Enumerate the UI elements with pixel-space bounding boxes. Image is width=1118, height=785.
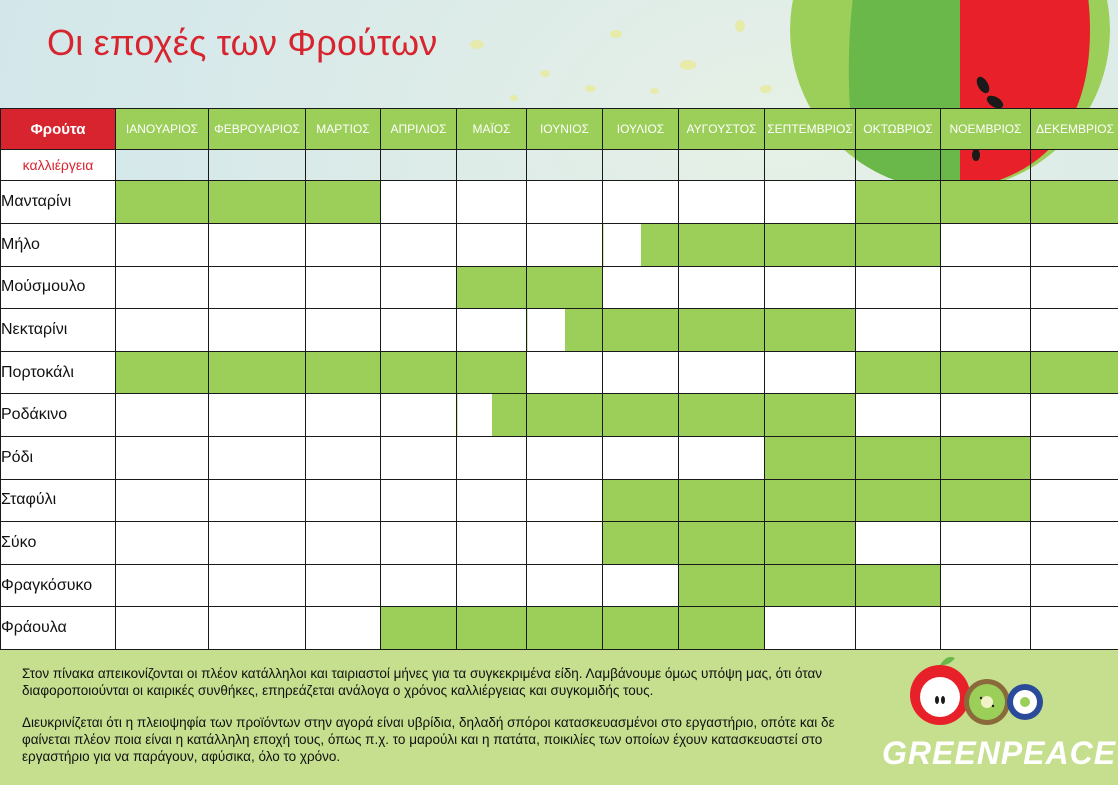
season-cell-empty (381, 564, 457, 607)
season-cell-active (765, 437, 856, 480)
season-cell-active (1031, 351, 1118, 394)
season-cell-empty (381, 437, 457, 480)
season-cell-empty (209, 266, 306, 309)
season-cell-empty (603, 181, 679, 224)
season-cell-empty (457, 437, 527, 480)
season-cell-empty (941, 394, 1031, 437)
fruit-name: Μούσμουλο (1, 266, 116, 309)
fruit-column-header: Φρούτα (1, 109, 116, 150)
season-cell-empty (765, 266, 856, 309)
season-cell-active (941, 181, 1031, 224)
cultivation-cell (856, 150, 941, 181)
month-header: ΜΑΪΟΣ (457, 109, 527, 150)
season-cell-empty (209, 607, 306, 650)
season-cell-empty (1031, 309, 1118, 352)
season-cell-active (679, 564, 765, 607)
season-cell-empty (306, 564, 381, 607)
season-cell-empty (457, 564, 527, 607)
season-cell-empty (856, 266, 941, 309)
footer-notes (22, 665, 852, 780)
fruit-name: Νεκταρίνι (1, 309, 116, 352)
season-cell-empty (116, 607, 209, 650)
table-row (1, 266, 1118, 309)
season-cell-active (116, 181, 209, 224)
season-cell-active (856, 181, 941, 224)
season-cell-active (603, 607, 679, 650)
season-cell-empty (306, 309, 381, 352)
season-cell-partial (457, 394, 527, 437)
season-cell-empty (856, 309, 941, 352)
season-cell-empty (306, 437, 381, 480)
season-cell-active (856, 564, 941, 607)
season-cell-active (856, 479, 941, 522)
season-cell-empty (941, 607, 1031, 650)
table-row (1, 181, 1118, 224)
footer-paragraph-2: Διευκρινίζεται ότι η πλειοψηφία των προϊόντων στην αγορά είναι υβρίδια, δηλαδή σπόροι κατασκευασμένοι στο εργαστήριο, οπότε και δε φαίνεται πλέον ποια είναι η κατάλληλη εποχή τους, όπως π.χ. το μαρούλι και η πατάτα, ποικιλίες των οποίων έχουν κατασκευαστεί στο εργαστήριο για να παράγουν, αφύσικα, όλο το χρόνο. (22, 715, 835, 764)
cultivation-cell (941, 150, 1031, 181)
season-cell-empty (1031, 479, 1118, 522)
month-header: ΑΥΓΟΥΣΤΟΣ (679, 109, 765, 150)
fruit-name: Πορτοκάλι (1, 351, 116, 394)
season-cell-active (457, 266, 527, 309)
table-row (1, 224, 1118, 267)
season-cell-active (765, 522, 856, 565)
season-cell-active (941, 437, 1031, 480)
season-cell-empty (679, 437, 765, 480)
season-cell-empty (306, 607, 381, 650)
month-header: ΦΕΒΡΟΥΑΡΙΟΣ (209, 109, 306, 150)
season-cell-empty (209, 437, 306, 480)
season-cell-empty (679, 351, 765, 394)
season-cell-empty (1031, 522, 1118, 565)
season-cell-empty (209, 309, 306, 352)
season-cell-empty (457, 479, 527, 522)
season-cell-empty (381, 224, 457, 267)
fruit-name: Ροδάκινο (1, 394, 116, 437)
season-cell-active (765, 564, 856, 607)
season-cell-empty (1031, 394, 1118, 437)
season-cell-empty (603, 351, 679, 394)
season-cell-empty (679, 266, 765, 309)
month-header: ΣΕΠΤΕΜΒΡΙΟΣ (765, 109, 856, 150)
blueberry-icon (1007, 684, 1043, 720)
season-cell-active (116, 351, 209, 394)
table-row (1, 437, 1118, 480)
season-cell-empty (116, 437, 209, 480)
cultivation-label: καλλιέργεια (1, 150, 116, 181)
season-cell-empty (603, 564, 679, 607)
cultivation-cell (306, 150, 381, 181)
season-cell-active (679, 607, 765, 650)
season-cell-empty (116, 564, 209, 607)
month-header: ΜΑΡΤΙΟΣ (306, 109, 381, 150)
fruit-name: Σύκο (1, 522, 116, 565)
season-cell-active (603, 394, 679, 437)
season-cell-active (679, 479, 765, 522)
month-header: ΙΟΥΛΙΟΣ (603, 109, 679, 150)
season-cell-active (856, 351, 941, 394)
footer-paragraph-1: Στον πίνακα απεικονίζονται οι πλέον κατάλληλοι και ταιριαστοί μήνες για τα συγκεκριμένα είδη. Λαμβάνουμε όμως υπόψη μας, ότι όταν διαφοροποιούνται οι καιρικές συνθήκες, επηρεάζεται ανάλογα ο χρόνος καλλιέργειας και συγκομιδής τους. (22, 666, 823, 698)
month-header: ΟΚΤΩΒΡΙΟΣ (856, 109, 941, 150)
season-cell-empty (457, 181, 527, 224)
season-cell-empty (1031, 564, 1118, 607)
season-cell-empty (1031, 607, 1118, 650)
kiwi-icon (964, 679, 1010, 725)
season-cell-empty (381, 266, 457, 309)
season-cell-active (679, 224, 765, 267)
season-cell-empty (1031, 224, 1118, 267)
fruit-name: Φράουλα (1, 607, 116, 650)
season-cell-active (381, 351, 457, 394)
season-cell-empty (1031, 437, 1118, 480)
season-cell-active (765, 394, 856, 437)
cultivation-cell (527, 150, 603, 181)
season-cell-active (527, 266, 603, 309)
season-cell-empty (209, 224, 306, 267)
season-cell-empty (527, 479, 603, 522)
season-cell-active (306, 181, 381, 224)
apple-icon (910, 657, 970, 725)
cultivation-row (1, 150, 1118, 181)
season-cell-empty (381, 181, 457, 224)
season-cell-empty (457, 309, 527, 352)
season-cell-active (527, 394, 603, 437)
fruit-name: Φραγκόσυκο (1, 564, 116, 607)
season-cell-active (603, 479, 679, 522)
table-row (1, 351, 1118, 394)
season-cell-empty (527, 224, 603, 267)
table-row (1, 479, 1118, 522)
season-cell-empty (116, 224, 209, 267)
month-header: ΑΠΡΙΛΙΟΣ (381, 109, 457, 150)
fruit-icons (905, 650, 1055, 730)
season-cell-empty (856, 522, 941, 565)
month-header: ΝΟΕΜΒΡΙΟΣ (941, 109, 1031, 150)
fruit-name: Μανταρίνι (1, 181, 116, 224)
season-cell-empty (116, 266, 209, 309)
season-cell-empty (209, 479, 306, 522)
season-cell-empty (603, 437, 679, 480)
table-row (1, 564, 1118, 607)
season-cell-empty (527, 351, 603, 394)
season-cell-empty (381, 522, 457, 565)
season-cell-active (527, 607, 603, 650)
season-cell-empty (1031, 266, 1118, 309)
season-cell-active (306, 351, 381, 394)
season-cell-empty (209, 394, 306, 437)
fruit-season-table (0, 108, 1118, 650)
season-cell-empty (306, 479, 381, 522)
month-header: ΙΟΥΝΙΟΣ (527, 109, 603, 150)
fruit-name: Ρόδι (1, 437, 116, 480)
season-cell-empty (941, 224, 1031, 267)
season-cell-active (679, 522, 765, 565)
season-cell-empty (209, 564, 306, 607)
season-cell-empty (527, 564, 603, 607)
season-cell-active (765, 224, 856, 267)
table-row (1, 394, 1118, 437)
season-cell-empty (306, 266, 381, 309)
season-cell-empty (856, 394, 941, 437)
page-title: Οι εποχές των Φρούτων (47, 22, 438, 63)
season-cell-empty (306, 224, 381, 267)
season-cell-empty (381, 309, 457, 352)
season-cell-active (603, 522, 679, 565)
season-cell-active (1031, 181, 1118, 224)
season-cell-empty (941, 522, 1031, 565)
season-cell-empty (941, 266, 1031, 309)
season-cell-empty (765, 607, 856, 650)
season-cell-empty (941, 309, 1031, 352)
season-cell-active (941, 351, 1031, 394)
season-cell-empty (306, 522, 381, 565)
cultivation-cell (457, 150, 527, 181)
season-cell-active (457, 607, 527, 650)
season-cell-active (679, 394, 765, 437)
season-cell-empty (527, 522, 603, 565)
season-cell-empty (306, 394, 381, 437)
season-cell-empty (116, 479, 209, 522)
cultivation-cell (1031, 150, 1118, 181)
season-cell-empty (209, 522, 306, 565)
season-cell-empty (765, 181, 856, 224)
table-row (1, 522, 1118, 565)
season-cell-empty (527, 437, 603, 480)
season-cell-active (765, 479, 856, 522)
season-cell-empty (116, 522, 209, 565)
season-cell-active (381, 607, 457, 650)
table-row (1, 309, 1118, 352)
cultivation-cell (209, 150, 306, 181)
season-cell-empty (457, 224, 527, 267)
season-cell-empty (856, 607, 941, 650)
greenpeace-logo: GREENPEACE (882, 735, 1117, 771)
season-cell-empty (116, 394, 209, 437)
month-header: ΔΕΚΕΜΒΡΙΟΣ (1031, 109, 1118, 150)
cultivation-cell (381, 150, 457, 181)
season-cell-empty (381, 479, 457, 522)
season-cell-active (941, 479, 1031, 522)
month-header-row (1, 109, 1118, 150)
cultivation-cell (116, 150, 209, 181)
cultivation-cell (679, 150, 765, 181)
season-cell-empty (527, 181, 603, 224)
season-cell-active (856, 224, 941, 267)
season-cell-empty (765, 351, 856, 394)
cultivation-cell (603, 150, 679, 181)
season-cell-active (209, 351, 306, 394)
season-cell-active (209, 181, 306, 224)
cultivation-cell (765, 150, 856, 181)
table-row (1, 607, 1118, 650)
season-cell-empty (941, 564, 1031, 607)
season-cell-empty (116, 309, 209, 352)
fruit-name: Σταφύλι (1, 479, 116, 522)
season-cell-active (603, 309, 679, 352)
month-header: ΙΑΝΟΥΑΡΙΟΣ (116, 109, 209, 150)
season-cell-active (856, 437, 941, 480)
season-cell-partial (603, 224, 679, 267)
season-cell-active (765, 309, 856, 352)
season-cell-active (457, 351, 527, 394)
season-cell-active (679, 309, 765, 352)
season-cell-empty (679, 181, 765, 224)
season-cell-empty (457, 522, 527, 565)
season-cell-empty (603, 266, 679, 309)
season-cell-partial (527, 309, 603, 352)
fruit-name: Μήλο (1, 224, 116, 267)
season-cell-empty (381, 394, 457, 437)
